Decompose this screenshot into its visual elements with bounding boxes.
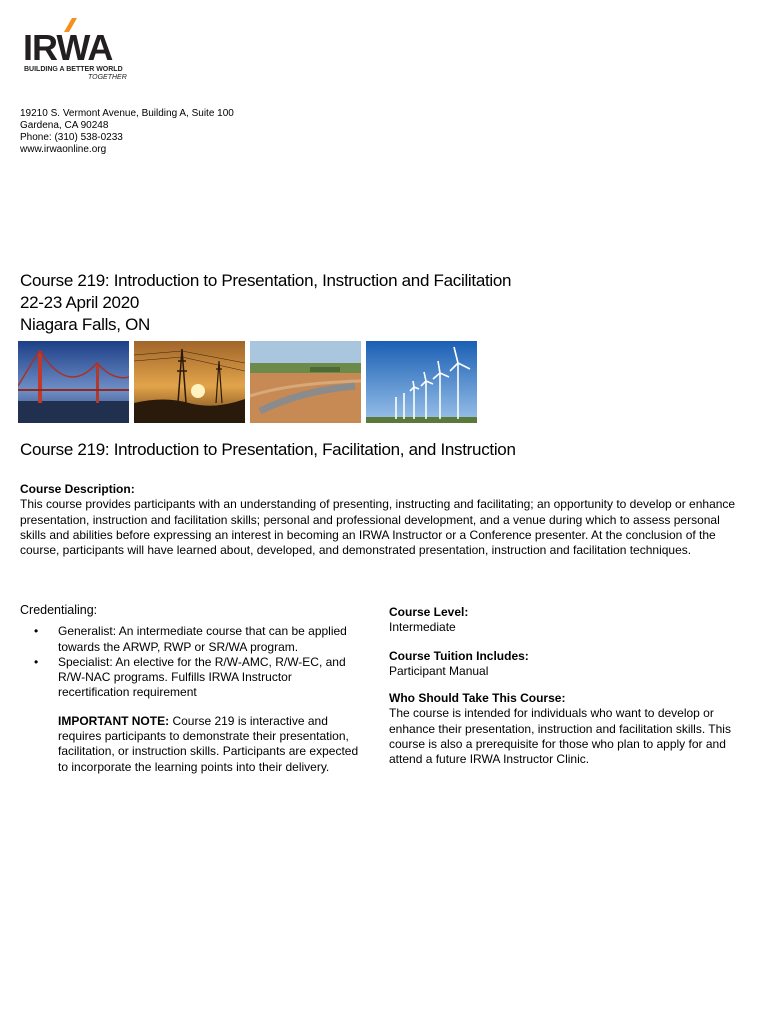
website-link[interactable]: www.irwaonline.org bbox=[20, 144, 107, 155]
credentialing-list bbox=[20, 624, 370, 700]
description-label: Course Description: bbox=[20, 482, 135, 496]
wind-turbines-photo bbox=[366, 341, 477, 423]
bridge-photo bbox=[18, 341, 129, 423]
course-heading-title: Course 219: Introduction to Presentation, Instruction and Facilitation bbox=[20, 271, 512, 290]
course-dates: 22-23 April 2020 bbox=[20, 293, 140, 312]
important-note-text: Course 219 is interactive and requires participants to demonstrate their presentation, facilitation, or instruction skills. Participants are expected to incorporate the learning points into their delivery. bbox=[58, 713, 359, 774]
list-item bbox=[20, 655, 364, 701]
credentialing-specialist: Specialist: An elective for the R/W-AMC, R/W-EC, and R/W-NAC programs. Fulfills IRWA Instructor recertification requirement bbox=[58, 654, 346, 700]
street-address: 19210 S. Vermont Avenue, Building A, Suite 100 bbox=[20, 108, 234, 119]
course-heading bbox=[20, 270, 511, 336]
tuition-value: Participant Manual bbox=[389, 663, 489, 678]
audience-value: The course is intended for individuals who want to develop or enhance their presentation, instruction and facilitation skills. This course is also a prerequisite for those who plan to apply for and attend a future IRWA Instructor Clinic. bbox=[389, 706, 731, 767]
irwa-logo bbox=[20, 16, 130, 82]
bullet-icon: • bbox=[34, 624, 39, 639]
course-description bbox=[20, 482, 740, 558]
important-note bbox=[58, 714, 368, 775]
course-level-value: Intermediate bbox=[389, 620, 456, 635]
course-details bbox=[389, 605, 739, 768]
credentialing-generalist: Generalist: An intermediate course that can be applied towards the ARWP, RWP or SR/WA program. bbox=[58, 624, 347, 654]
logo-wordmark: IRWA bbox=[23, 27, 113, 68]
important-note-label: IMPORTANT NOTE: bbox=[58, 713, 170, 728]
pipeline-construction-photo bbox=[250, 341, 361, 423]
phone-number: Phone: (310) 538-0233 bbox=[20, 132, 123, 143]
credentialing-section bbox=[20, 603, 370, 775]
course-location: Niagara Falls, ON bbox=[20, 315, 150, 334]
city-address: Gardena, CA 90248 bbox=[20, 120, 109, 131]
course-title: Course 219: Introduction to Presentation, Facilitation, and Instruction bbox=[20, 440, 516, 459]
course-level-label: Course Level: bbox=[389, 605, 469, 619]
power-lines-sunset-photo bbox=[134, 341, 245, 423]
credentialing-label: Credentialing: bbox=[20, 603, 98, 617]
tuition-label: Course Tuition Includes: bbox=[389, 648, 529, 663]
logo-tagline: BUILDING A BETTER WORLD bbox=[24, 66, 123, 73]
description-text: This course provides participants with an understanding of presenting, instructing and facilitating; an opportunity to develop or enhance presentation, instruction and facilitation skills; personal and professional development, and a venue during which to assess personal skills and abilities before expressing an interest in becoming an IRWA Instructor or a Conference presenter. At the conclusion of the course, participants will have learned about, developed, and demonstrated presentation, instruction and facilitation techniques. bbox=[20, 497, 736, 558]
list-item bbox=[20, 624, 364, 655]
logo-tagline-together: TOGETHER bbox=[88, 74, 127, 81]
address-block bbox=[20, 108, 234, 156]
bullet-icon: • bbox=[34, 654, 39, 669]
audience-label: Who Should Take This Course: bbox=[389, 691, 566, 706]
